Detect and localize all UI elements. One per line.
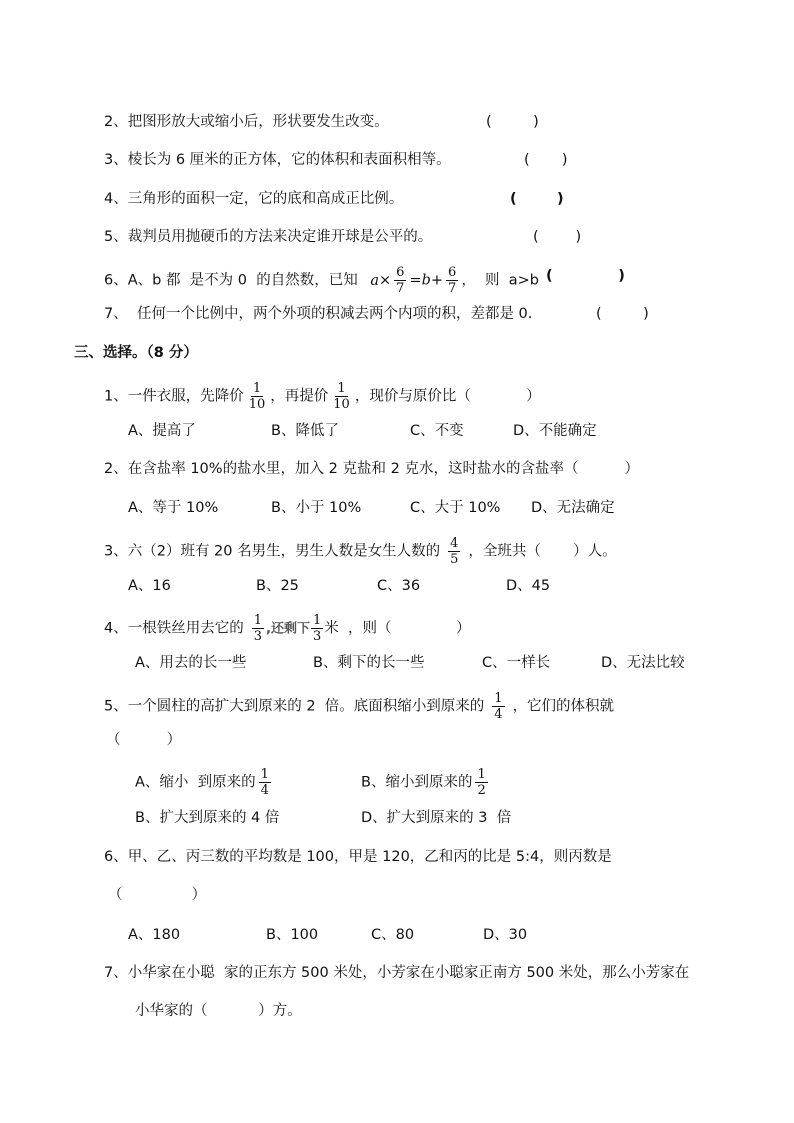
fraction-1-3: $\frac{1}{3}$ (253, 613, 263, 644)
fraction-1-10: $\frac{1}{10}$ (248, 381, 266, 412)
fraction-6-7-b: $\frac{6}{7}$ (448, 265, 457, 296)
judge-q5-paren (533, 227, 581, 247)
option-d[interactable]: D、不能确定 (513, 423, 597, 439)
fraction-1-2: $\frac{1}{2}$ (477, 767, 486, 798)
judge-q6-pre: 6、A、b 都 是不为 0 的自然数，已知 (104, 272, 358, 289)
option-c[interactable]: B、扩大到原来的 4 倍 (135, 810, 280, 826)
judge-q7 (104, 304, 532, 324)
judge-q6-post: ， 则 a>b (461, 272, 540, 289)
answer-paren: ( ) (533, 229, 582, 245)
judge-q3-paren (524, 150, 568, 170)
option-c[interactable]: C、一样长 (482, 655, 551, 671)
option-d[interactable]: D、30 (483, 927, 528, 943)
option-a[interactable]: A、等于 10% (128, 500, 219, 516)
option-a[interactable]: A、180 (128, 927, 181, 943)
var-a: a (370, 272, 379, 289)
fraction-6-7: $\frac{6}{7}$ (396, 265, 405, 296)
option-b[interactable]: B、剩下的长一些 (313, 655, 425, 671)
answer-paren: ( ) (596, 306, 649, 322)
option-b[interactable]: B、降低了 (271, 423, 339, 439)
option-d[interactable]: D、无法确定 (531, 500, 615, 516)
answer-paren: ( ) (486, 114, 539, 130)
judge-q2-text: 2、把图形放大或缩小后，形状要发生改变。 (104, 114, 389, 130)
judge-q2-paren (486, 112, 539, 132)
equals-sign: = (409, 272, 422, 289)
judge-q7-paren (596, 304, 649, 324)
judge-q3 (104, 150, 451, 170)
choice-q7-line2: 小华家的（ ）方。 (135, 1003, 302, 1019)
judge-q5 (104, 227, 432, 247)
fraction-1-4: $\frac{1}{4}$ (260, 767, 269, 798)
plus-sign: + (430, 272, 444, 289)
judge-q6 (104, 266, 539, 295)
option-d[interactable]: D、扩大到原来的 3 倍 (361, 810, 512, 826)
choice-q2: 2、在含盐率 10%的盐水里，加入 2 克盐和 2 克水，这时盐水的含盐率（ ） (104, 461, 640, 477)
choice-q3: 3、六（2）班有 20 名男生，男生人数是女生人数的 $\frac{4}{5}$ ，全班共（ ）人。 (104, 536, 617, 567)
answer-paren: （ ） (108, 887, 207, 903)
option-b[interactable]: B、25 (256, 578, 299, 594)
judge-q2 (104, 112, 389, 132)
option-b[interactable]: B、缩小到原来的 $\frac{1}{2}$ (361, 767, 486, 798)
fraction-4-5: $\frac{4}{5}$ (450, 536, 459, 567)
option-b[interactable]: B、100 (266, 927, 319, 943)
option-d[interactable]: D、45 (506, 578, 551, 594)
option-a[interactable]: A、16 (128, 578, 171, 594)
judge-q4-text: 4、三角形的面积一定，它的底和高成正比例。 (104, 191, 404, 207)
choice-q5-paren (106, 730, 181, 750)
choice-q1: 1、一件衣服，先降价 $\frac{1}{10}$ ，再提价 $\frac{1}{10}$ ，现价与原价比（ ） (104, 381, 541, 412)
answer-paren: ( ) (524, 152, 568, 168)
fraction-1-10-b: $\frac{1}{10}$ (333, 381, 350, 412)
option-d[interactable]: D、无法比较 (601, 655, 685, 671)
judge-q3-text: 3、棱长为 6 厘米的正方体，它的体积和表面积相等。 (104, 152, 451, 168)
option-c[interactable]: C、80 (371, 927, 415, 943)
choice-q6: 6、甲、乙、丙三数的平均数是 100，甲是 120，乙和丙的比是 5:4，则丙数是 (104, 849, 612, 865)
option-a[interactable]: A、缩小 到原来的 $\frac{1}{4}$ (135, 767, 269, 798)
section-title: 三、选择。（8 分） (74, 345, 198, 361)
judge-q6-paren (546, 266, 625, 286)
option-a[interactable]: A、提高了 (128, 423, 196, 439)
answer-paren: （ ） (106, 732, 182, 748)
times-sign: × (379, 272, 392, 289)
choice-q4: 4、一根铁丝用去它的 $\frac{1}{3}$ ,还剩下 $\frac{1}{3}$ 米 ，则（ ） (104, 613, 471, 644)
judge-q5-text: 5、裁判员用抛硬币的方法来决定谁开球是公平的。 (104, 229, 433, 245)
var-b: b (421, 272, 431, 289)
option-c[interactable]: C、大于 10% (410, 500, 501, 516)
fraction-1-3-b: $\frac{1}{3}$ (312, 613, 322, 644)
option-c[interactable]: C、不变 (410, 423, 464, 439)
answer-paren: ( ) (546, 268, 625, 284)
option-a[interactable]: A、用去的长一些 (135, 655, 247, 671)
judge-q4-paren (510, 189, 564, 209)
option-b[interactable]: B、小于 10% (271, 500, 362, 516)
option-c[interactable]: C、36 (377, 578, 421, 594)
answer-paren: ( ) (510, 191, 564, 207)
judge-q7-text: 7、 任何一个比例中，两个外项的积减去两个内项的积，差都是 0. (104, 306, 533, 322)
choice-q5: 5、一个圆柱的高扩大到原来的 2 倍。底面积缩小到原来的 $\frac{1}{4}$ ，它们的体积就 (104, 691, 615, 722)
judge-q4 (104, 189, 403, 209)
choice-q7: 7、小华家在小聪 家的正东方 500 米处，小芳家在小聪家正南方 500 米处，那么小芳家在 (104, 965, 690, 981)
fraction-1-4: $\frac{1}{4}$ (494, 691, 503, 722)
choice-q6-paren (108, 885, 206, 905)
